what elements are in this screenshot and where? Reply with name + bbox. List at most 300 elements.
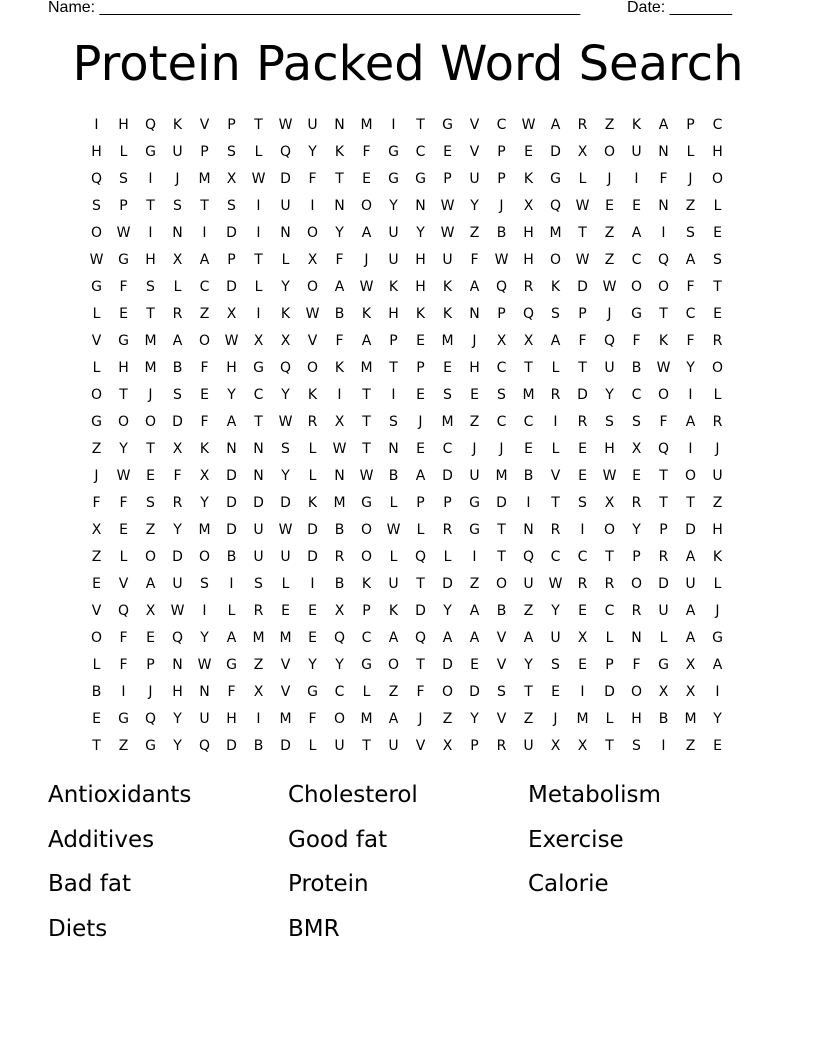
- grid-letter: P: [443, 494, 452, 511]
- grid-letter: Q: [603, 332, 616, 349]
- grid-letter: Y: [281, 278, 290, 295]
- grid-letter: T: [551, 494, 560, 511]
- grid-letter: W: [116, 224, 131, 241]
- grid-letter: T: [416, 656, 425, 673]
- grid-letter: E: [713, 224, 722, 241]
- grid-letter: E: [470, 386, 479, 403]
- grid-letter: T: [335, 170, 344, 187]
- grid-letter: G: [118, 710, 129, 727]
- grid-letter: A: [469, 278, 480, 295]
- grid-letter: Q: [495, 278, 508, 295]
- grid-letter: E: [443, 143, 452, 160]
- grid-letter: F: [173, 467, 182, 484]
- grid-letter: Y: [200, 629, 209, 646]
- grid-letter: D: [469, 683, 480, 700]
- grid-letter: G: [469, 494, 480, 511]
- grid-letter: V: [280, 683, 291, 700]
- grid-letter: W: [305, 305, 320, 322]
- grid-letter: X: [199, 467, 210, 484]
- grid-letter: H: [226, 710, 237, 727]
- grid-letter: M: [522, 386, 535, 403]
- grid-letter: E: [281, 602, 290, 619]
- grid-letter: X: [550, 737, 561, 754]
- grid-letter: H: [118, 359, 129, 376]
- grid-letter: A: [361, 332, 372, 349]
- grid-letter: O: [630, 683, 643, 700]
- grid-letter: F: [578, 332, 587, 349]
- grid-letter: L: [308, 467, 317, 484]
- grid-letter: Z: [469, 413, 480, 430]
- grid-letter: E: [632, 467, 641, 484]
- grid-letter: E: [632, 197, 641, 214]
- grid-letter: D: [280, 494, 291, 511]
- grid-letter: T: [146, 305, 155, 322]
- grid-letter: T: [254, 251, 263, 268]
- grid-letter: P: [470, 737, 479, 754]
- grid-letter: T: [713, 278, 722, 295]
- grid-letter: U: [253, 521, 264, 538]
- grid-letter: N: [172, 224, 183, 241]
- grid-letter: T: [146, 197, 155, 214]
- grid-letter: I: [121, 683, 126, 700]
- grid-letter: V: [469, 116, 480, 133]
- grid-letter: O: [90, 386, 103, 403]
- grid-letter: L: [92, 656, 101, 673]
- grid-letter: U: [388, 224, 399, 241]
- word-list-item: Diets: [48, 915, 108, 942]
- grid-letter: Y: [308, 656, 317, 673]
- grid-letter: M: [333, 494, 346, 511]
- grid-letter: I: [688, 386, 693, 403]
- grid-letter: T: [362, 386, 371, 403]
- grid-letter: M: [198, 521, 211, 538]
- grid-letter: A: [415, 467, 426, 484]
- grid-letter: L: [119, 143, 128, 160]
- grid-letter: C: [577, 548, 588, 565]
- grid-letter: I: [202, 602, 207, 619]
- grid-letter: U: [388, 251, 399, 268]
- grid-letter: J: [607, 305, 612, 322]
- grid-letter: Q: [144, 116, 157, 133]
- grid-letter: D: [226, 467, 237, 484]
- grid-letter: I: [661, 737, 666, 754]
- grid-letter: I: [148, 224, 153, 241]
- grid-letter: Q: [198, 737, 211, 754]
- grid-letter: P: [659, 521, 668, 538]
- grid-letter: W: [656, 359, 671, 376]
- grid-letter: L: [605, 710, 614, 727]
- grid-letter: V: [496, 629, 507, 646]
- grid-letter: T: [524, 359, 533, 376]
- grid-letter: X: [334, 413, 345, 430]
- grid-letter: Y: [389, 197, 398, 214]
- grid-letter: F: [119, 278, 128, 295]
- grid-letter: J: [499, 440, 504, 457]
- grid-letter: F: [308, 170, 317, 187]
- word-list-item: Additives: [48, 826, 155, 853]
- grid-letter: F: [632, 656, 641, 673]
- grid-letter: F: [659, 413, 668, 430]
- grid-letter: L: [254, 143, 263, 160]
- grid-letter: V: [550, 467, 561, 484]
- grid-letter: N: [415, 197, 426, 214]
- grid-letter: O: [441, 683, 454, 700]
- grid-letter: R: [550, 386, 561, 403]
- grid-letter: Q: [117, 602, 130, 619]
- grid-letter: F: [92, 494, 101, 511]
- word-list-item: Good fat: [288, 826, 388, 853]
- grid-letter: R: [523, 278, 534, 295]
- grid-letter: A: [523, 629, 534, 646]
- grid-letter: W: [548, 575, 563, 592]
- grid-letter: Y: [470, 710, 479, 727]
- grid-letter: U: [253, 548, 264, 565]
- grid-letter: O: [630, 278, 643, 295]
- grid-letter: G: [631, 305, 642, 322]
- grid-letter: T: [605, 548, 614, 565]
- grid-letter: E: [308, 629, 317, 646]
- grid-letter: F: [686, 278, 695, 295]
- grid-letter: Z: [469, 575, 480, 592]
- grid-letter: R: [577, 116, 588, 133]
- grid-letter: T: [524, 683, 533, 700]
- grid-letter: B: [658, 710, 669, 727]
- grid-letter: T: [92, 737, 101, 754]
- grid-letter: G: [469, 521, 480, 538]
- grid-letter: C: [631, 251, 642, 268]
- word-list-item: Exercise: [528, 826, 624, 853]
- grid-letter: M: [549, 224, 562, 241]
- grid-letter: P: [227, 116, 236, 133]
- grid-letter: A: [712, 656, 723, 673]
- grid-letter: J: [715, 602, 720, 619]
- grid-letter: K: [388, 278, 399, 295]
- grid-letter: U: [550, 629, 561, 646]
- grid-letter: O: [144, 413, 157, 430]
- grid-letter: R: [712, 413, 723, 430]
- grid-letter: W: [278, 116, 293, 133]
- grid-letter: X: [442, 737, 453, 754]
- grid-letter: I: [553, 413, 558, 430]
- grid-letter: L: [605, 629, 614, 646]
- grid-letter: X: [523, 197, 534, 214]
- grid-letter: Z: [388, 683, 399, 700]
- grid-letter: M: [279, 629, 292, 646]
- grid-letter: Z: [604, 224, 615, 241]
- grid-letter: Z: [469, 224, 480, 241]
- grid-letter: O: [711, 359, 724, 376]
- grid-letter: I: [310, 575, 315, 592]
- grid-letter: R: [172, 494, 183, 511]
- grid-letter: X: [523, 332, 534, 349]
- grid-letter: T: [389, 359, 398, 376]
- grid-letter: G: [361, 656, 372, 673]
- grid-letter: R: [307, 413, 318, 430]
- grid-letter: Z: [442, 710, 453, 727]
- grid-letter: C: [496, 116, 507, 133]
- grid-letter: O: [711, 170, 724, 187]
- grid-letter: D: [307, 521, 318, 538]
- grid-letter: F: [119, 656, 128, 673]
- grid-letter: C: [253, 386, 264, 403]
- grid-letter: P: [497, 143, 506, 160]
- grid-letter: Q: [657, 251, 670, 268]
- grid-letter: A: [685, 413, 696, 430]
- grid-letter: A: [442, 629, 453, 646]
- grid-letter: C: [334, 683, 345, 700]
- name-field-line: Name: ______________________________________________________: [48, 0, 581, 16]
- grid-letter: K: [415, 305, 426, 322]
- grid-letter: Y: [335, 656, 344, 673]
- grid-letter: K: [442, 305, 453, 322]
- grid-letter: U: [199, 710, 210, 727]
- grid-letter: F: [632, 332, 641, 349]
- grid-letter: I: [202, 224, 207, 241]
- grid-letter: S: [92, 197, 101, 214]
- grid-letter: L: [389, 494, 398, 511]
- grid-letter: S: [200, 575, 209, 592]
- grid-letter: F: [119, 494, 128, 511]
- grid-letter: K: [550, 278, 561, 295]
- grid-letter: I: [715, 683, 720, 700]
- grid-letter: E: [146, 629, 155, 646]
- grid-letter: I: [256, 197, 261, 214]
- grid-letter: J: [148, 386, 153, 403]
- grid-letter: F: [119, 629, 128, 646]
- grid-letter: Z: [685, 197, 696, 214]
- grid-letter: U: [280, 548, 291, 565]
- grid-letter: Y: [335, 224, 344, 241]
- grid-letter: K: [523, 170, 534, 187]
- grid-letter: W: [521, 116, 536, 133]
- grid-letter: B: [388, 467, 399, 484]
- grid-letter: T: [659, 467, 668, 484]
- grid-letter: W: [332, 440, 347, 457]
- grid-letter: Q: [144, 710, 157, 727]
- grid-letter: I: [229, 575, 234, 592]
- grid-letter: H: [415, 251, 426, 268]
- grid-letter: O: [630, 575, 643, 592]
- grid-letter: O: [603, 143, 616, 160]
- grid-letter: B: [334, 521, 345, 538]
- grid-letter: G: [658, 656, 669, 673]
- grid-letter: N: [199, 683, 210, 700]
- grid-letter: K: [307, 494, 318, 511]
- grid-letter: E: [200, 386, 209, 403]
- grid-letter: O: [306, 224, 319, 241]
- grid-letter: U: [469, 467, 480, 484]
- grid-letter: I: [148, 170, 153, 187]
- grid-letter: D: [442, 656, 453, 673]
- grid-letter: O: [333, 710, 346, 727]
- grid-letter: H: [631, 710, 642, 727]
- grid-letter: L: [119, 548, 128, 565]
- grid-letter: W: [494, 251, 509, 268]
- grid-letter: X: [226, 305, 237, 322]
- grid-letter: O: [306, 359, 319, 376]
- grid-letter: P: [578, 305, 587, 322]
- grid-letter: Y: [119, 440, 128, 457]
- grid-letter: K: [307, 386, 318, 403]
- grid-letter: V: [199, 116, 210, 133]
- grid-letter: F: [416, 683, 425, 700]
- grid-letter: A: [685, 251, 696, 268]
- grid-letter: I: [688, 440, 693, 457]
- grid-letter: S: [632, 737, 641, 754]
- grid-letter: O: [360, 197, 373, 214]
- grid-letter: N: [388, 440, 399, 457]
- grid-letter: Y: [686, 359, 695, 376]
- grid-letter: O: [117, 413, 130, 430]
- grid-letter: D: [172, 548, 183, 565]
- word-list: [48, 779, 768, 957]
- grid-letter: C: [523, 413, 534, 430]
- grid-letter: H: [118, 116, 129, 133]
- grid-letter: L: [281, 575, 290, 592]
- grid-letter: M: [684, 710, 697, 727]
- grid-letter: N: [226, 440, 237, 457]
- grid-letter: O: [144, 548, 157, 565]
- word-list-item: Cholesterol: [288, 782, 418, 808]
- grid-letter: L: [551, 440, 560, 457]
- grid-letter: N: [334, 116, 345, 133]
- grid-letter: F: [335, 332, 344, 349]
- grid-letter: N: [631, 629, 642, 646]
- grid-letter: H: [145, 251, 156, 268]
- grid-letter: R: [550, 521, 561, 538]
- grid-letter: U: [388, 737, 399, 754]
- grid-letter: Y: [281, 386, 290, 403]
- grid-letter: J: [418, 710, 423, 727]
- grid-letter: L: [92, 359, 101, 376]
- grid-letter: E: [713, 305, 722, 322]
- grid-letter: E: [362, 170, 371, 187]
- grid-letter: G: [388, 143, 399, 160]
- grid-letter: H: [415, 278, 426, 295]
- grid-letter: H: [388, 305, 399, 322]
- word-list-item: Bad fat: [48, 871, 131, 897]
- grid-letter: T: [497, 548, 506, 565]
- grid-letter: A: [685, 629, 696, 646]
- grid-letter: A: [388, 629, 399, 646]
- grid-letter: C: [712, 116, 723, 133]
- grid-letter: I: [634, 170, 639, 187]
- grid-letter: L: [416, 521, 425, 538]
- grid-letter: U: [280, 197, 291, 214]
- grid-letter: X: [253, 332, 264, 349]
- grid-letter: D: [442, 575, 453, 592]
- grid-letter: R: [712, 332, 723, 349]
- grid-letter: Q: [333, 629, 346, 646]
- grid-letter: E: [578, 467, 587, 484]
- grid-letter: N: [523, 521, 534, 538]
- grid-letter: W: [386, 521, 401, 538]
- grid-letter: Y: [173, 710, 182, 727]
- grid-letter: F: [200, 359, 209, 376]
- grid-letter: J: [175, 170, 180, 187]
- grid-letter: H: [523, 251, 534, 268]
- grid-letter: X: [280, 332, 291, 349]
- grid-letter: C: [361, 629, 372, 646]
- grid-letter: Y: [443, 602, 452, 619]
- grid-letter: X: [604, 494, 615, 511]
- grid-letter: C: [550, 548, 561, 565]
- grid-letter: T: [254, 413, 263, 430]
- grid-letter: Q: [657, 440, 670, 457]
- grid-letter: Y: [281, 467, 290, 484]
- grid-letter: L: [227, 602, 236, 619]
- grid-letter: C: [604, 602, 615, 619]
- grid-letter: O: [657, 278, 670, 295]
- grid-letter: K: [361, 575, 372, 592]
- grid-letter: C: [496, 413, 507, 430]
- grid-letter: S: [227, 143, 236, 160]
- grid-letter: Q: [171, 629, 184, 646]
- grid-letter: C: [199, 278, 210, 295]
- grid-letter: R: [577, 413, 588, 430]
- grid-letter: Y: [173, 737, 182, 754]
- grid-letter: E: [470, 656, 479, 673]
- grid-letter: L: [308, 440, 317, 457]
- grid-letter: T: [659, 305, 668, 322]
- grid-letter: W: [197, 656, 212, 673]
- grid-letter: F: [227, 683, 236, 700]
- grid-letter: U: [307, 116, 318, 133]
- grid-letter: Z: [118, 737, 129, 754]
- grid-letter: I: [391, 386, 396, 403]
- grid-letter: E: [92, 575, 101, 592]
- grid-letter: V: [496, 710, 507, 727]
- grid-letter: Q: [549, 197, 562, 214]
- grid-letter: X: [253, 683, 264, 700]
- grid-letter: X: [172, 251, 183, 268]
- grid-letter: Q: [414, 548, 427, 565]
- grid-letter: R: [253, 602, 264, 619]
- grid-letter: P: [119, 197, 128, 214]
- grid-letter: Q: [522, 305, 535, 322]
- grid-letter: K: [280, 305, 291, 322]
- grid-letter: C: [685, 305, 696, 322]
- grid-letter: P: [200, 143, 209, 160]
- grid-letter: Q: [90, 170, 103, 187]
- grid-letter: U: [442, 251, 453, 268]
- grid-letter: G: [361, 494, 372, 511]
- grid-letter: Y: [605, 386, 614, 403]
- grid-letter: X: [226, 170, 237, 187]
- grid-letter: E: [578, 656, 587, 673]
- grid-letter: S: [605, 413, 614, 430]
- grid-letter: D: [604, 683, 615, 700]
- grid-letter: L: [308, 737, 317, 754]
- grid-letter: T: [578, 224, 587, 241]
- grid-letter: W: [224, 332, 239, 349]
- grid-letter: O: [684, 467, 697, 484]
- grid-letter: G: [118, 251, 129, 268]
- grid-letter: W: [170, 602, 185, 619]
- grid-letter: J: [553, 710, 558, 727]
- grid-letter: P: [416, 494, 425, 511]
- grid-letter: M: [495, 467, 508, 484]
- grid-letter: H: [91, 143, 102, 160]
- grid-letter: K: [388, 602, 399, 619]
- grid-letter: X: [307, 251, 318, 268]
- grid-letter: L: [713, 386, 722, 403]
- grid-letter: T: [497, 521, 506, 538]
- grid-letter: N: [658, 197, 669, 214]
- grid-letter: U: [685, 575, 696, 592]
- grid-letter: H: [604, 440, 615, 457]
- grid-letter: P: [227, 251, 236, 268]
